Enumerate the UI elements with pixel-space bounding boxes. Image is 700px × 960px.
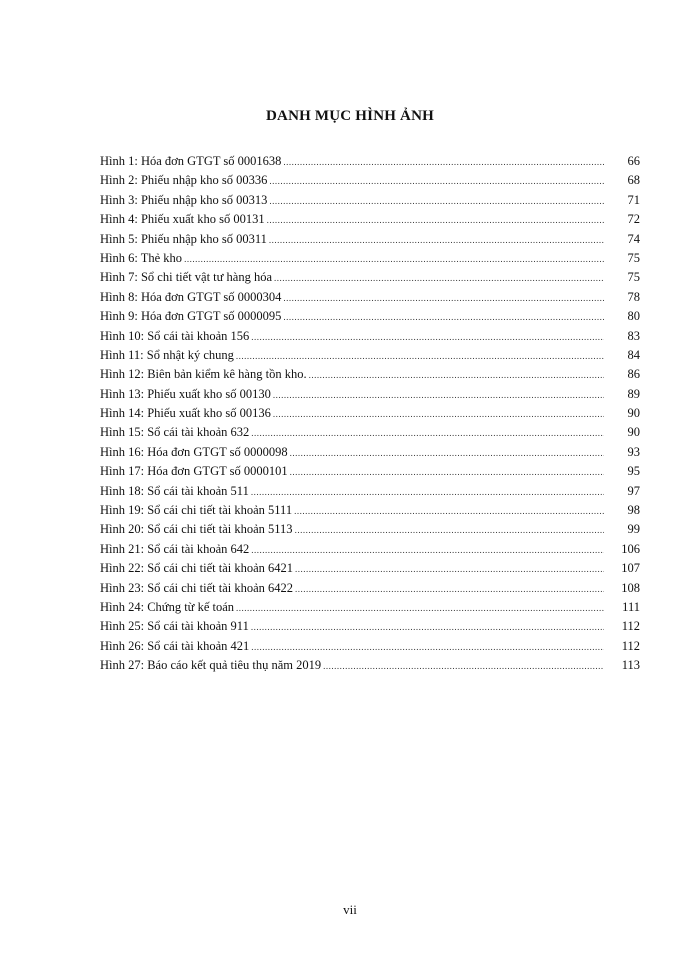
figure-list-item[interactable] bbox=[100, 598, 640, 617]
figure-list-item[interactable] bbox=[100, 520, 640, 539]
figure-page-number: 93 bbox=[627, 444, 640, 459]
figure-list-item[interactable] bbox=[100, 346, 640, 365]
dot-leader bbox=[269, 231, 604, 250]
figure-page-number: 111 bbox=[622, 599, 640, 614]
figure-caption: Hình 23: Sổ cái chi tiết tài khoản 6422 bbox=[100, 580, 294, 595]
dot-leader bbox=[251, 541, 604, 560]
figure-page-number: 89 bbox=[627, 386, 640, 401]
figure-page-number: 72 bbox=[627, 212, 640, 227]
figure-list-item[interactable] bbox=[100, 288, 640, 307]
figure-page-number: 97 bbox=[627, 483, 640, 498]
figure-caption: Hình 24: Chứng từ kế toán bbox=[100, 599, 235, 614]
figure-page-number: 98 bbox=[627, 503, 640, 518]
figure-page-number: 112 bbox=[621, 638, 640, 653]
figure-page-number: 80 bbox=[627, 309, 640, 324]
figure-page-number: 108 bbox=[621, 580, 640, 595]
dot-leader bbox=[251, 638, 604, 657]
figure-caption: Hình 2: Phiếu nhập kho số 00336 bbox=[100, 173, 268, 188]
figure-page-number: 86 bbox=[627, 367, 640, 382]
figure-list-item[interactable] bbox=[100, 307, 640, 326]
figure-list-item[interactable] bbox=[100, 268, 640, 287]
figure-page-number: 71 bbox=[627, 192, 640, 207]
figure-caption: Hình 5: Phiếu nhập kho số 00311 bbox=[100, 231, 267, 246]
figure-list-item[interactable] bbox=[100, 656, 640, 675]
dot-leader bbox=[290, 463, 604, 482]
figure-page-number: 90 bbox=[627, 425, 640, 440]
dot-leader bbox=[273, 405, 604, 424]
figure-caption: Hình 20: Sổ cái chi tiết tài khoản 5113 bbox=[100, 522, 293, 537]
figure-caption: Hình 10: Sổ cái tài khoản 156 bbox=[100, 328, 250, 343]
figure-caption: Hình 19: Sổ cái chi tiết tài khoản 5111 bbox=[100, 503, 293, 518]
page-number: vii bbox=[343, 902, 357, 917]
dot-leader bbox=[309, 366, 604, 385]
figure-page-number: 68 bbox=[627, 173, 640, 188]
dot-leader bbox=[251, 618, 604, 637]
dot-leader bbox=[251, 424, 604, 443]
figure-list-item[interactable] bbox=[100, 637, 640, 656]
figure-page-number: 75 bbox=[627, 270, 640, 285]
dot-leader bbox=[323, 657, 604, 676]
figure-list-item[interactable] bbox=[100, 230, 640, 249]
figure-list-item[interactable] bbox=[100, 404, 640, 423]
dot-leader bbox=[283, 153, 604, 172]
figure-list-item[interactable] bbox=[100, 365, 640, 384]
figure-caption: Hình 8: Hóa đơn GTGT số 0000304 bbox=[100, 289, 282, 304]
figure-list-item[interactable] bbox=[100, 617, 640, 636]
figure-caption: Hình 1: Hóa đơn GTGT số 0001638 bbox=[100, 154, 282, 168]
figure-caption: Hình 6: Thẻ kho bbox=[100, 250, 183, 265]
dot-leader bbox=[236, 599, 604, 618]
dot-leader bbox=[184, 250, 604, 269]
dot-leader bbox=[283, 289, 604, 308]
figure-page-number: 112 bbox=[621, 619, 640, 634]
figure-caption: Hình 11: Sổ nhật ký chung bbox=[100, 347, 234, 362]
figure-list-item[interactable] bbox=[100, 540, 640, 559]
figure-list-item[interactable] bbox=[100, 249, 640, 268]
figure-list-item[interactable] bbox=[100, 191, 640, 210]
figure-list-item[interactable] bbox=[100, 210, 640, 229]
figure-caption: Hình 27: Báo cáo kết quả tiêu thụ năm 2019 bbox=[100, 658, 322, 673]
figure-page-number: 74 bbox=[627, 231, 640, 246]
figure-caption: Hình 26: Sổ cái tài khoản 421 bbox=[100, 638, 250, 653]
figure-page-number: 84 bbox=[627, 347, 640, 362]
figure-list-item[interactable] bbox=[100, 443, 640, 462]
figure-list-item[interactable] bbox=[100, 462, 640, 481]
dot-leader bbox=[294, 502, 604, 521]
dot-leader bbox=[269, 192, 604, 211]
figure-list-item[interactable] bbox=[100, 501, 640, 520]
figure-caption: Hình 25: Sổ cái tài khoản 911 bbox=[100, 619, 249, 634]
dot-leader bbox=[251, 483, 604, 502]
dot-leader bbox=[236, 347, 604, 366]
figure-list-item[interactable] bbox=[100, 423, 640, 442]
figure-page-number: 83 bbox=[627, 328, 640, 343]
dot-leader bbox=[295, 580, 604, 599]
figure-page-number: 99 bbox=[627, 522, 640, 537]
figure-caption: Hình 4: Phiếu xuất kho số 00131 bbox=[100, 212, 265, 227]
dot-leader bbox=[283, 308, 604, 327]
figure-caption: Hình 18: Sổ cái tài khoản 511 bbox=[100, 483, 249, 498]
figure-page-number: 75 bbox=[627, 250, 640, 265]
figure-page-number: 78 bbox=[627, 289, 640, 304]
dot-leader bbox=[273, 386, 604, 405]
dot-leader bbox=[251, 328, 604, 347]
figure-caption: Hình 17: Hóa đơn GTGT số 0000101 bbox=[100, 464, 288, 479]
figure-page-number: 106 bbox=[621, 541, 640, 556]
dot-leader bbox=[295, 560, 604, 579]
figure-page-number: 107 bbox=[621, 561, 640, 576]
dot-leader bbox=[267, 211, 604, 230]
figure-page-number: 66 bbox=[627, 154, 640, 168]
figure-caption: Hình 14: Phiếu xuất kho số 00136 bbox=[100, 406, 271, 421]
figure-caption: Hình 13: Phiếu xuất kho số 00130 bbox=[100, 386, 271, 401]
figure-page-number: 90 bbox=[627, 406, 640, 421]
figure-list-item[interactable] bbox=[100, 327, 640, 346]
figure-caption: Hình 9: Hóa đơn GTGT số 0000095 bbox=[100, 309, 282, 324]
figure-page-number: 95 bbox=[627, 464, 640, 479]
figure-list-item[interactable] bbox=[100, 482, 640, 501]
figure-caption: Hình 16: Hóa đơn GTGT số 0000098 bbox=[100, 444, 288, 459]
figure-list-item[interactable] bbox=[100, 152, 640, 171]
figure-page-number: 113 bbox=[621, 658, 640, 673]
figure-caption: Hình 22: Sổ cái chi tiết tài khoản 6421 bbox=[100, 561, 294, 576]
figure-list-item[interactable] bbox=[100, 385, 640, 404]
page-title: DANH MỤC HÌNH ẢNH bbox=[266, 108, 434, 124]
figure-caption: Hình 12: Biên bản kiểm kê hàng tồn kho. bbox=[100, 367, 307, 382]
figure-caption: Hình 3: Phiếu nhập kho số 00313 bbox=[100, 192, 268, 207]
dot-leader bbox=[269, 172, 604, 191]
figure-caption: Hình 7: Sổ chi tiết vật tư hàng hóa bbox=[100, 270, 273, 285]
figure-list bbox=[100, 152, 640, 676]
figure-caption: Hình 21: Sổ cái tài khoản 642 bbox=[100, 541, 250, 556]
figure-list-item[interactable] bbox=[100, 559, 640, 578]
figure-list-item[interactable] bbox=[100, 171, 640, 190]
dot-leader bbox=[295, 521, 604, 540]
dot-leader bbox=[290, 444, 604, 463]
dot-leader bbox=[274, 269, 604, 288]
figure-caption: Hình 15: Sổ cái tài khoản 632 bbox=[100, 425, 250, 440]
figure-list-item[interactable] bbox=[100, 579, 640, 598]
